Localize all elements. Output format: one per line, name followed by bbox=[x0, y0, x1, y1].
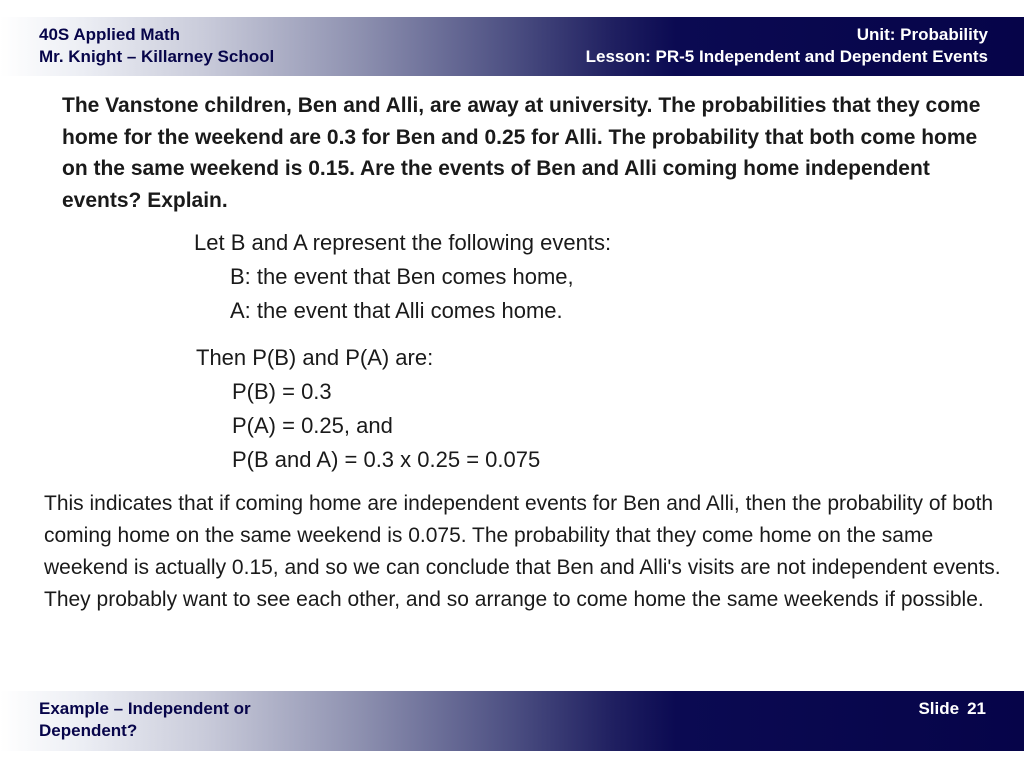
teacher-name: Mr. Knight – Killarney School bbox=[39, 47, 275, 66]
probability-b: P(B) = 0.3 bbox=[232, 379, 332, 404]
header-left bbox=[39, 24, 274, 68]
probability-b-and-a: P(B and A) = 0.3 x 0.25 = 0.075 bbox=[232, 447, 541, 472]
footer-title: Example – Independent or Dependent? bbox=[39, 699, 251, 740]
definitions-intro: Let B and A represent the following events: bbox=[194, 230, 612, 255]
course-title: 40S Applied Math bbox=[39, 25, 181, 44]
event-a-definition: A: the event that Alli comes home. bbox=[230, 298, 563, 323]
probability-calculations bbox=[196, 341, 540, 477]
probability-a: P(A) = 0.25, and bbox=[232, 413, 393, 438]
unit-title: Unit: Probability bbox=[856, 25, 988, 44]
slide-label: Slide bbox=[918, 699, 960, 718]
conclusion-text: This indicates that if coming home are independent events for Ben and Alli, then the probability of both coming home on the same weekend is 0.075. The probability that they come home on the same weekend is actually 0.15, and so we can conclude that Ben and Alli's visits are not independent events. They probably want to see each other, and so arrange to come home the same weekends if possible. bbox=[44, 492, 1001, 611]
slide-number: 21 bbox=[967, 699, 986, 718]
question-text: The Vanstone children, Ben and Alli, are away at university. The probabilities that they come home for the weekend are 0.3 for Ben and 0.25 for Alli. The probability that both come home on the same weekend is 0.15. Are the events of Ben and Alli coming home independent events? Explain. bbox=[62, 94, 981, 212]
probabilities-intro: Then P(B) and P(A) are: bbox=[196, 345, 434, 370]
event-b-definition: B: the event that Ben comes home, bbox=[230, 264, 574, 289]
header-right bbox=[586, 24, 988, 68]
slide-indicator bbox=[918, 698, 986, 720]
lesson-title: Lesson: PR-5 Independent and Dependent Events bbox=[585, 47, 988, 66]
event-definitions bbox=[194, 226, 611, 328]
